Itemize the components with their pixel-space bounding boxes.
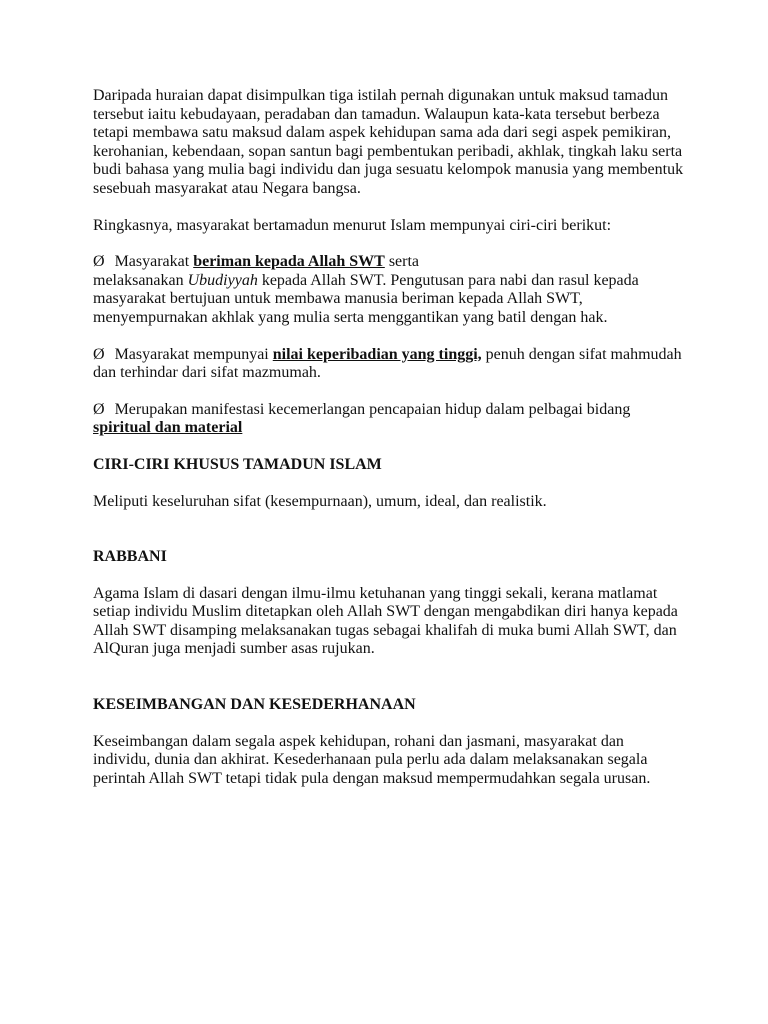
section-heading-keseimbangan: KESEIMBANGAN DAN KESEDERHANAAN xyxy=(93,696,416,714)
bullet-text-pre: Masyarakat mempunyai xyxy=(114,345,273,363)
summary-paragraph: Ringkasnya, masyarakat bertamadun menurut Islam mempunyai ciri-ciri berikut: xyxy=(93,216,612,234)
section-heading-ciri-khusus: CIRI-CIRI KHUSUS TAMADUN ISLAM xyxy=(93,455,382,473)
bullet-marker: Ø xyxy=(93,400,105,418)
bullet-item-personality xyxy=(93,346,685,383)
bullet-text-post: kepada Allah SWT. Pengutusan para nabi dan rasul kepada masyarakat bertujuan untuk membawa manusia beriman kepada Allah SWT, menyempurnakan akhlak yang mulia serta menggantikan yang batil dengan hak. xyxy=(93,271,639,326)
bullet-item-manifestation xyxy=(93,401,685,438)
section-body-rabbani: Agama Islam di dasari dengan ilmu-ilmu ketuhanan yang tinggi sekali, kerana matlamat setiap individu Muslim ditetapkan oleh Allah SWT dengan mengabdikan diri hanya kepada Allah SWT disamping melaksanakan tugas sebagai khalifah di muka bumi Allah SWT, dan AlQuran juga menjadi sumber asas rujukan. xyxy=(93,584,678,658)
emphasis-faith: beriman kepada Allah SWT xyxy=(193,253,385,271)
section-body-ciri-khusus: Meliputi keseluruhan sifat (kesempurnaan), umum, ideal, dan realistik. xyxy=(93,492,547,510)
section-heading-rabbani: RABBANI xyxy=(93,548,167,566)
emphasis-spiritual: spiritual dan material xyxy=(93,419,243,437)
intro-paragraph: Daripada huraian dapat disimpulkan tiga istilah pernah digunakan untuk maksud tamadun tersebut iaitu kebudayaan, peradaban dan tamadun. Walaupun kata-kata tersebut berbeza tetapi membawa satu maksud dalam aspek kehidupan sama ada dari segi aspek pemikiran, kerohanian, kebendaan, sopan santun bagi pembentukan peribadi, akhlak, tingkah laku serta budi bahasa yang mulia bagi individu dan juga sesuatu kelompok manusia yang membentuk sesebuah masyarakat atau Negara bangsa. xyxy=(93,87,684,197)
bullet-text-mid2: melaksanakan xyxy=(93,271,188,289)
section-body-keseimbangan: Keseimbangan dalam segala aspek kehidupan, rohani dan jasmani, masyarakat dan individu, dunia dan akhirat. Kesederhanaan pula perlu ada dalam melaksanakan segala perintah Allah SWT tetapi tidak pula dengan maksud mempermudahkan segala urusan. xyxy=(93,732,651,787)
bullet-text-post: penuh dengan sifat mahmudah dan terhindar dari sifat mazmumah. xyxy=(93,345,682,382)
bullet-text-pre: Merupakan manifestasi kecemerlangan pencapaian hidup dalam pelbagai bidang xyxy=(114,400,631,418)
document-page xyxy=(93,87,685,806)
bullet-text-pre: Masyarakat xyxy=(114,253,194,271)
bullet-item-faith xyxy=(93,253,685,327)
bullet-text-mid: serta xyxy=(384,253,420,271)
emphasis-personality: nilai keperibadian yang tinggi, xyxy=(272,345,482,363)
bullet-marker: Ø xyxy=(93,253,105,271)
emphasis-ubudiyyah: Ubudiyyah xyxy=(187,271,258,289)
bullet-marker: Ø xyxy=(93,345,105,363)
